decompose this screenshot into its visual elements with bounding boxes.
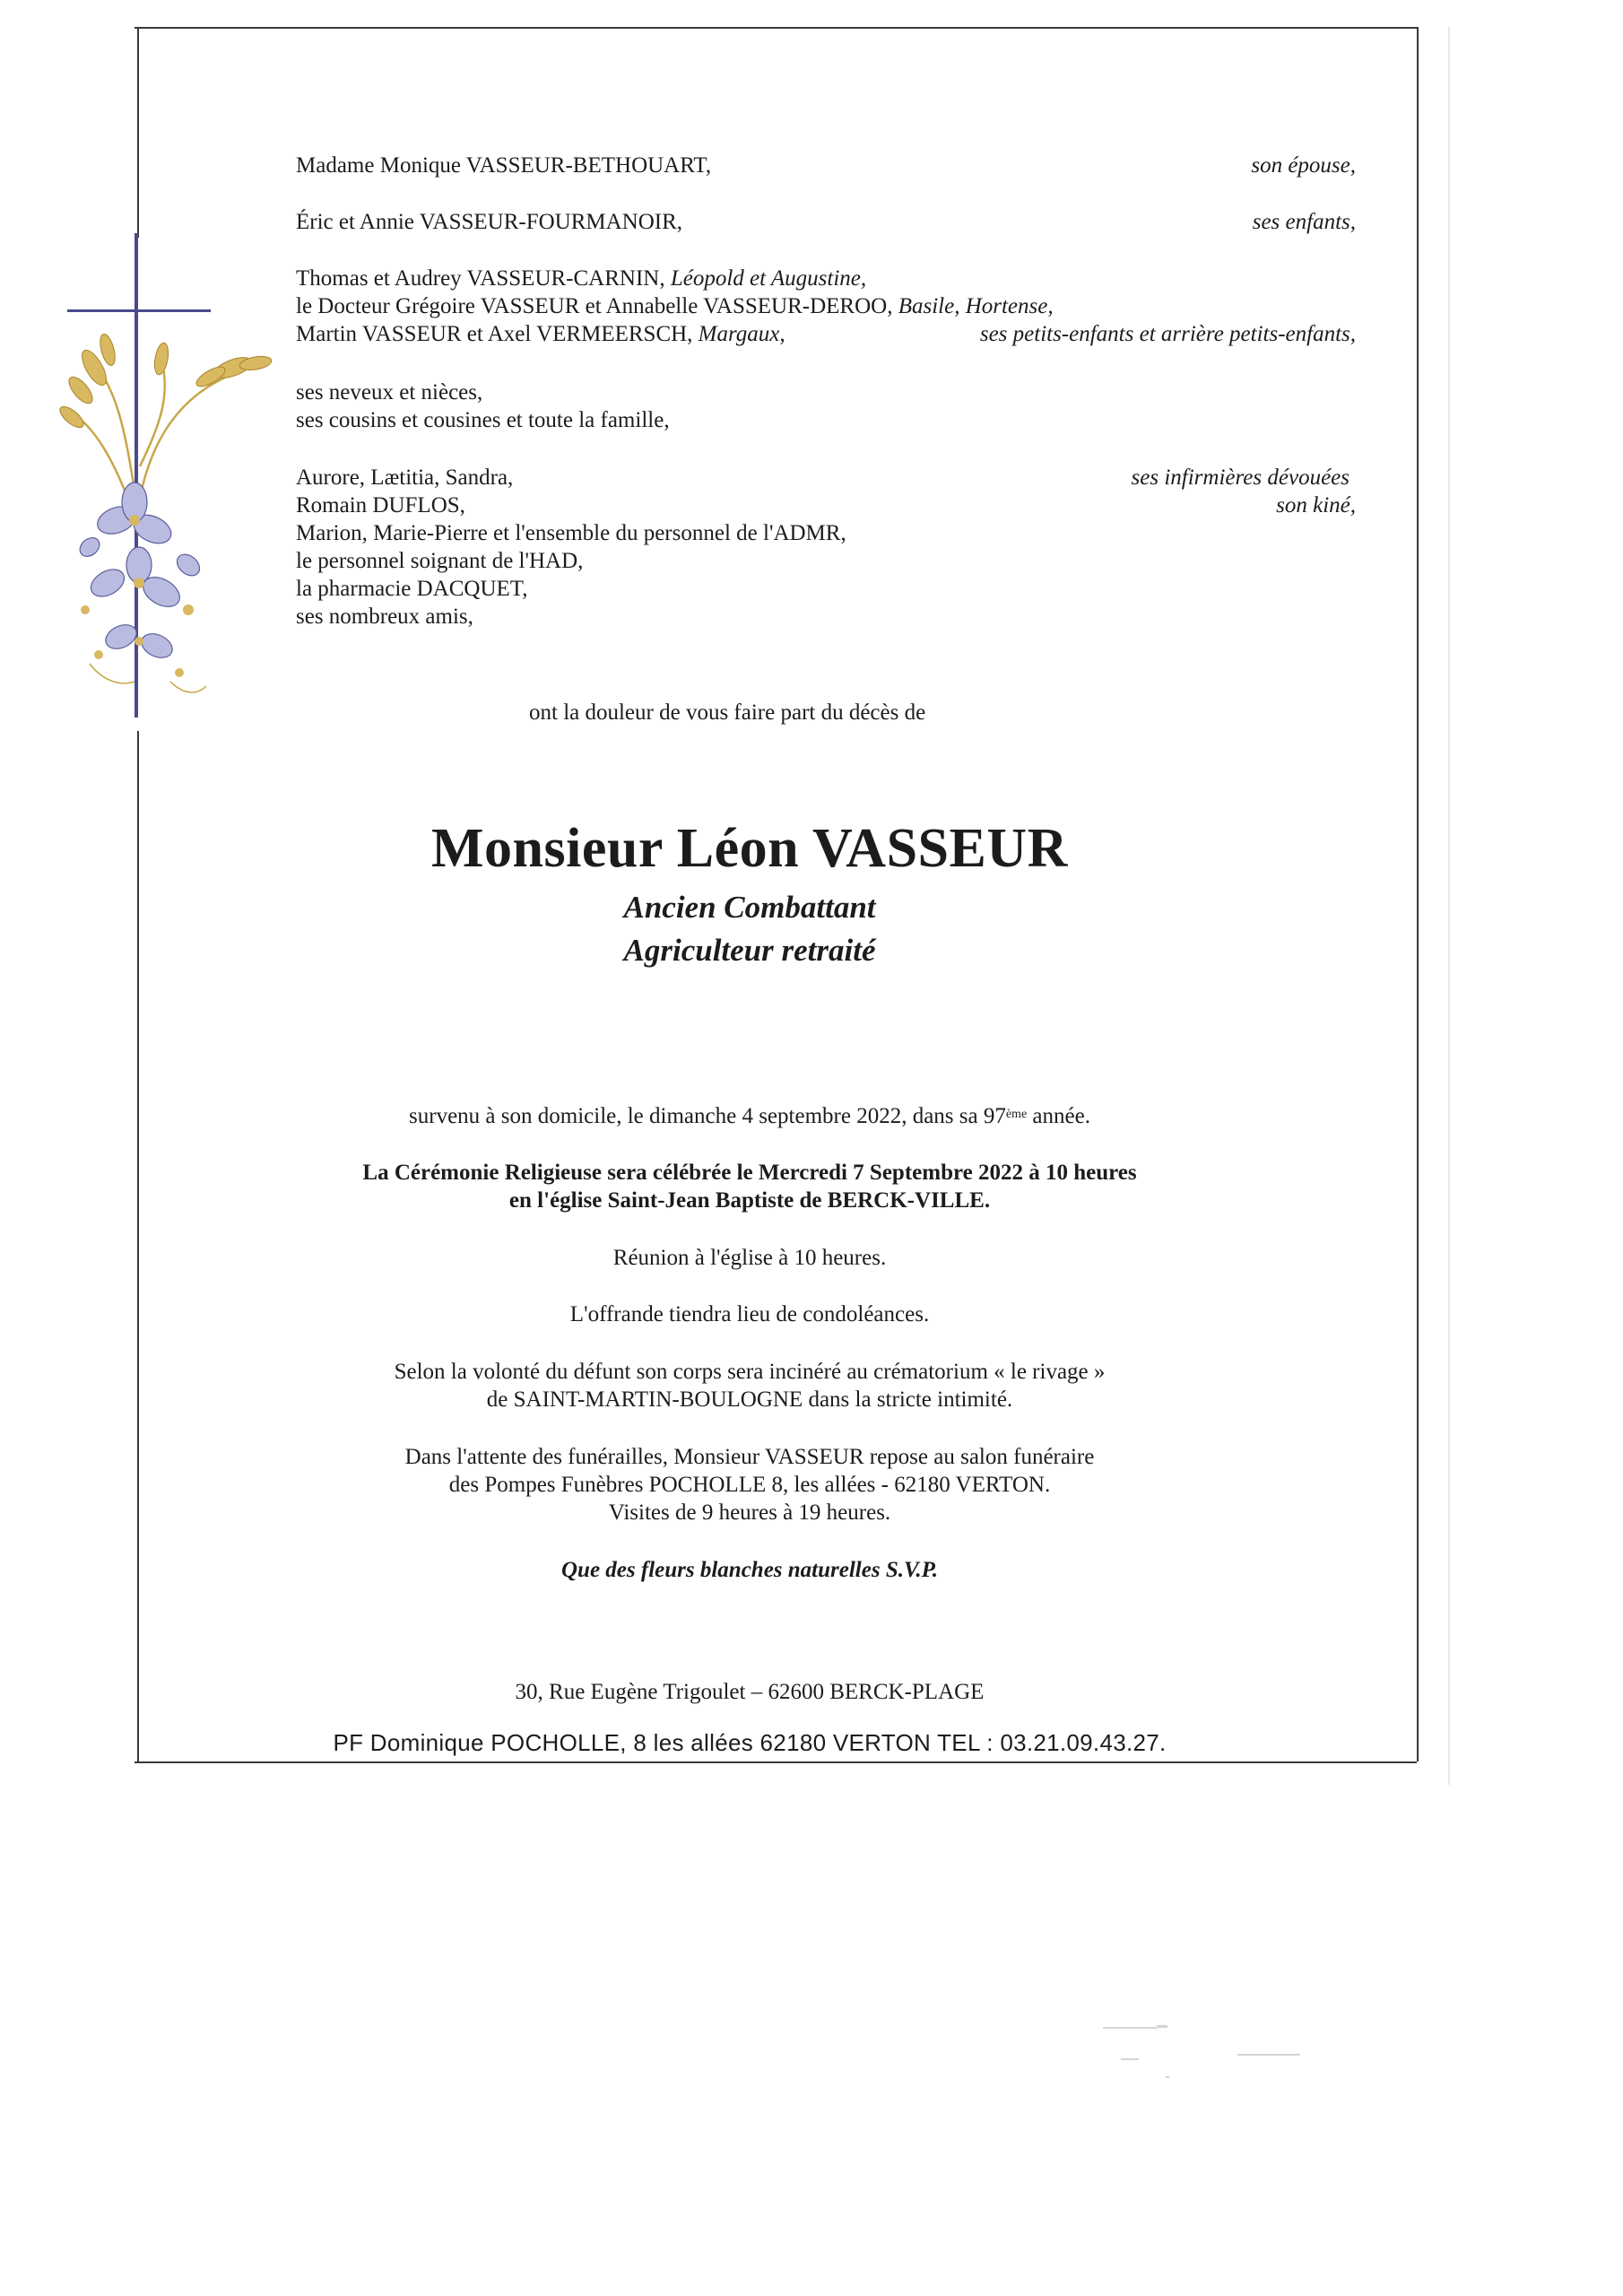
ceremony-line-2: en l'église Saint-Jean Baptiste de BERCK-VILLE. <box>508 1188 991 1213</box>
grandchildren-line-3 <box>296 321 785 348</box>
grandchildren-2-kids: Basile, Hortense, <box>898 294 1054 318</box>
children-role: ses enfants, <box>1252 210 1356 234</box>
page-edge <box>1448 27 1450 1785</box>
physio-name: Romain DUFLOS, <box>296 493 465 517</box>
flowers-line: Que des fleurs blanches naturelles S.V.P. <box>561 1558 938 1582</box>
grandchildren-line-2 <box>296 293 1054 320</box>
death-line <box>269 1103 1230 1130</box>
reunion-line: Réunion à l'église à 10 heures. <box>612 1246 887 1270</box>
nurses-role: ses infirmières dévouées <box>1131 465 1350 490</box>
had-line: le personnel soignant de l'HAD, <box>296 549 584 573</box>
deceased-name: Monsieur Léon VASSEUR <box>431 818 1068 879</box>
admr-line: Marion, Marie-Pierre et l'ensemble du personnel de l'ADMR, <box>296 521 846 545</box>
frame-left-border <box>137 27 139 238</box>
cremation-line-1: Selon la volonté du défunt son corps sera incinéré au crématorium « le rivage » <box>394 1360 1106 1384</box>
grandchildren-3-name: Martin VASSEUR et Axel VERMEERSCH, <box>296 322 693 346</box>
grandchildren-3-kids: Margaux, <box>698 322 785 346</box>
nephews-line: ses neveux et nièces, <box>296 380 483 404</box>
grandchildren-line-1 <box>296 265 866 292</box>
nurses-names: Aurore, Lætitia, Sandra, <box>296 465 514 490</box>
scan-noise <box>1094 2009 1363 2099</box>
frame-left-border-lower <box>137 731 139 1761</box>
pharmacy-line: la pharmacie DACQUET, <box>296 577 528 601</box>
grandchildren-1-kids: Léopold et Augustine, <box>670 266 867 291</box>
cremation-line-2: de SAINT-MARTIN-BOULOGNE dans la stricte intimité. <box>486 1387 1013 1412</box>
friends-line: ses nombreux amis, <box>296 604 473 629</box>
children-name: Éric et Annie VASSEUR-FOURMANOIR, <box>296 210 683 234</box>
grandchildren-1-name: Thomas et Audrey VASSEUR-CARNIN, <box>296 266 665 291</box>
footer-address: 30, Rue Eugène Trigoulet – 62600 BERCK-PLAGE <box>515 1680 985 1704</box>
frame-right-border <box>1417 27 1419 1761</box>
footer-company: PF Dominique POCHOLLE, 8 les allées 62180 VERTON TEL : 03.21.09.43.27. <box>333 1729 1167 1756</box>
grandchildren-2-name: le Docteur Grégoire VASSEUR et Annabelle VASSEUR-DEROO, <box>296 294 893 318</box>
deceased-title-2: Agriculteur retraité <box>623 933 876 968</box>
salon-line-1: Dans l'attente des funérailles, Monsieur VASSEUR repose au salon funéraire <box>404 1445 1095 1469</box>
death-text-end: année. <box>1027 1104 1090 1128</box>
cross-wheat-flower-icon <box>54 233 296 735</box>
deceased-title-1: Ancien Combattant <box>623 890 876 925</box>
physio-role: son kiné, <box>1276 493 1356 517</box>
salon-line-2: des Pompes Funèbres POCHOLLE 8, les allées - 62180 VERTON. <box>448 1473 1051 1497</box>
death-sup: ème <box>1005 1108 1028 1121</box>
salon-line-3: Visites de 9 heures à 19 heures. <box>608 1500 891 1525</box>
grandchildren-role: ses petits-enfants et arrière petits-enfants, <box>979 322 1356 346</box>
ceremony-line-1: La Cérémonie Religieuse sera célébrée le Mercredi 7 Septembre 2022 à 10 heures <box>362 1161 1137 1185</box>
announcement: ont la douleur de vous faire part du décès de <box>529 700 926 725</box>
offrande-line: L'offrande tiendra lieu de condoléances. <box>569 1302 930 1326</box>
spouse-role: son épouse, <box>1251 153 1356 178</box>
spouse-name: Madame Monique VASSEUR-BETHOUART, <box>296 153 712 178</box>
cousins-line: ses cousins et cousines et toute la famille, <box>296 408 670 432</box>
death-text: survenu à son domicile, le dimanche 4 septembre 2022, dans sa 97 <box>409 1104 1006 1128</box>
